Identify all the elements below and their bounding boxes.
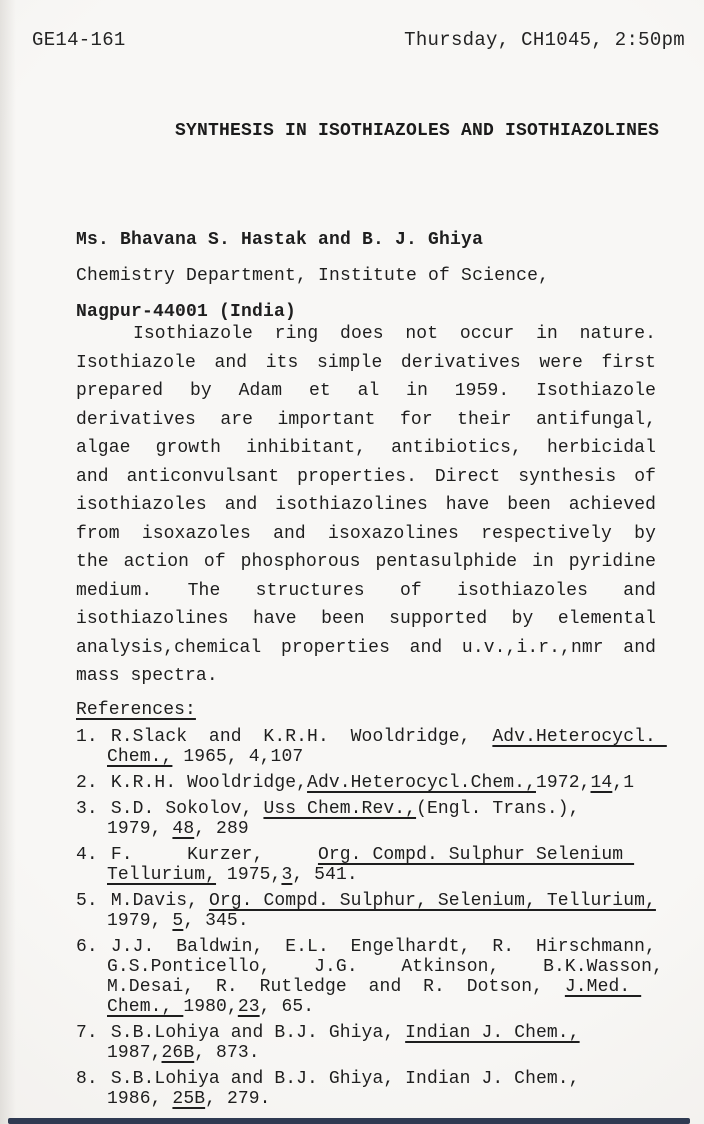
underlined-citation: Indian J. Chem., <box>405 1023 580 1043</box>
reference-item <box>76 799 676 839</box>
underlined-citation: Adv.Heterocycl.Chem., <box>307 773 536 793</box>
reference-text: , 289 <box>194 819 249 839</box>
reference-item <box>76 937 676 1017</box>
reference-item <box>76 1023 676 1063</box>
reference-number: 2. <box>76 773 98 793</box>
reference-text: ,1 <box>612 773 635 793</box>
reference-text: , 873. <box>194 1043 260 1063</box>
underlined-citation: Chem., <box>107 747 173 767</box>
reference-line <box>76 773 676 793</box>
underlined-citation: Uss Chem.Rev., <box>263 799 417 819</box>
reference-text: S.B.Lohiya and B.J. Ghiya, Indian J. Chem., <box>110 1069 580 1089</box>
reference-text: F. Kurzer, <box>110 845 318 865</box>
reference-line <box>76 1069 676 1089</box>
reference-text: 1986, <box>107 1089 173 1109</box>
reference-text: 1965, 4,107 <box>172 747 304 767</box>
reference-line <box>76 845 676 865</box>
reference-text: (Engl. Trans.), <box>416 799 580 819</box>
reference-line <box>76 727 676 747</box>
reference-line <box>76 1089 676 1109</box>
reference-text: M.Davis, <box>110 891 209 911</box>
abstract-line: medium. The structures of isothiazoles and <box>76 580 656 601</box>
reference-text: K.R.H. Wooldridge, <box>110 773 308 793</box>
reference-list <box>76 727 676 1109</box>
reference-text: , 541. <box>292 865 358 885</box>
reference-line <box>76 1043 676 1063</box>
reference-line <box>76 997 676 1017</box>
underlined-citation: Org. Compd. Sulphur, Selenium, Tellurium, <box>208 891 656 911</box>
reference-line <box>76 865 676 885</box>
author-names: Ms. Bhavana S. Hastak and B. J. Ghiya <box>76 230 484 250</box>
reference-text: S.D. Sokolov, <box>110 799 264 819</box>
reference-text: 1979, <box>107 911 173 931</box>
author-block <box>76 222 549 330</box>
reference-text: , 279. <box>205 1089 271 1109</box>
abstract-line: the action of phosphorous pentasulphide in pyridine <box>76 552 656 572</box>
references-heading: References: <box>76 700 196 720</box>
abstract-line: isothiazolines have been supported by elemental <box>76 609 656 629</box>
reference-line <box>76 977 676 997</box>
reference-line <box>76 957 676 977</box>
underlined-citation: 48 <box>172 819 195 839</box>
page-header <box>32 28 685 52</box>
abstract-line: algae growth inhibitant, antibiotics, herbicidal <box>76 438 656 458</box>
reference-number: 8. <box>76 1069 98 1089</box>
underlined-citation: 14 <box>590 773 613 793</box>
reference-number: 1. <box>76 727 98 747</box>
abstract <box>76 320 656 691</box>
reference-line <box>76 1023 676 1043</box>
reference-line <box>76 819 676 839</box>
underlined-citation: 5 <box>172 911 184 931</box>
underlined-citation: 26B <box>161 1043 195 1063</box>
reference-text: 1979, <box>107 819 173 839</box>
reference-item <box>76 891 676 931</box>
underlined-citation: 23 <box>237 997 260 1017</box>
reference-text: , 345. <box>183 911 249 931</box>
reference-item <box>76 1069 676 1109</box>
reference-item <box>76 773 676 793</box>
reference-text: , 65. <box>259 997 315 1017</box>
reference-number: 5. <box>76 891 98 911</box>
reference-text: R.Slack and K.R.H. Wooldridge, <box>110 727 493 747</box>
abstract-line: mass spectra. <box>76 666 218 686</box>
underlined-citation: Chem., <box>107 997 184 1017</box>
abstract-line: isothiazoles and isothiazolines have been achieved <box>76 495 656 515</box>
reference-line <box>76 937 676 957</box>
paper-title: SYNTHESIS IN ISOTHIAZOLES AND ISOTHIAZOLINES <box>175 121 660 141</box>
underlined-citation: Org. Compd. Sulphur Selenium <box>317 845 635 865</box>
abstract-line: from isoxazoles and isoxazolines respectively by <box>76 523 656 544</box>
reference-line <box>76 891 676 911</box>
abstract-line: Isothiazole and its simple derivatives were first <box>76 352 656 373</box>
reference-number: 6. <box>76 937 98 957</box>
reference-line <box>76 747 676 767</box>
reference-text: 1987, <box>107 1043 162 1063</box>
abstract-line: and anticonvulsant properties. Direct synthesis of <box>76 466 656 487</box>
abstract-line: derivatives are important for their antifungal, <box>76 409 656 430</box>
author-affiliation: Chemistry Department, Institute of Science, <box>76 266 550 286</box>
references-section <box>76 700 676 1115</box>
underlined-citation: Tellurium, <box>107 865 217 885</box>
reference-number: 3. <box>76 799 98 819</box>
underlined-citation: 25B <box>172 1089 206 1109</box>
abstract-line: prepared by Adam et al in 1959. Isothiazole <box>76 381 656 401</box>
paper-code: GE14-161 <box>32 29 126 51</box>
underlined-citation: Adv.Heterocycl. <box>492 727 667 747</box>
underlined-citation: J.Med. <box>564 977 642 997</box>
reference-text: 1980, <box>183 997 238 1017</box>
reference-text: S.B.Lohiya and B.J. Ghiya, <box>110 1023 406 1043</box>
reference-number: 7. <box>76 1023 98 1043</box>
underlined-citation: 3 <box>281 865 293 885</box>
scan-edge-shading <box>0 0 16 1124</box>
author-location: Nagpur-44001 (India) <box>76 302 297 322</box>
reference-text: G.S.Ponticello, J.G. Atkinson, B.K.Wasson, <box>107 957 663 977</box>
reference-text: J.J. Baldwin, E.L. Engelhardt, R. Hirschmann, <box>110 937 656 957</box>
reference-line <box>76 799 676 819</box>
scan-edge-artifact <box>8 1118 690 1124</box>
reference-line <box>76 911 676 931</box>
reference-number: 4. <box>76 845 98 865</box>
session-time: Thursday, CH1045, 2:50pm <box>404 29 685 51</box>
abstract-line: analysis,chemical properties and u.v.,i.r.,nmr and <box>76 637 656 658</box>
reference-item <box>76 845 676 885</box>
reference-item <box>76 727 676 767</box>
reference-text: 1972, <box>535 773 591 793</box>
reference-text: M.Desai, R. Rutledge and R. Dotson, <box>107 977 565 997</box>
reference-text: 1975, <box>216 865 282 885</box>
abstract-line: Isothiazole ring does not occur in nature. <box>133 324 656 344</box>
